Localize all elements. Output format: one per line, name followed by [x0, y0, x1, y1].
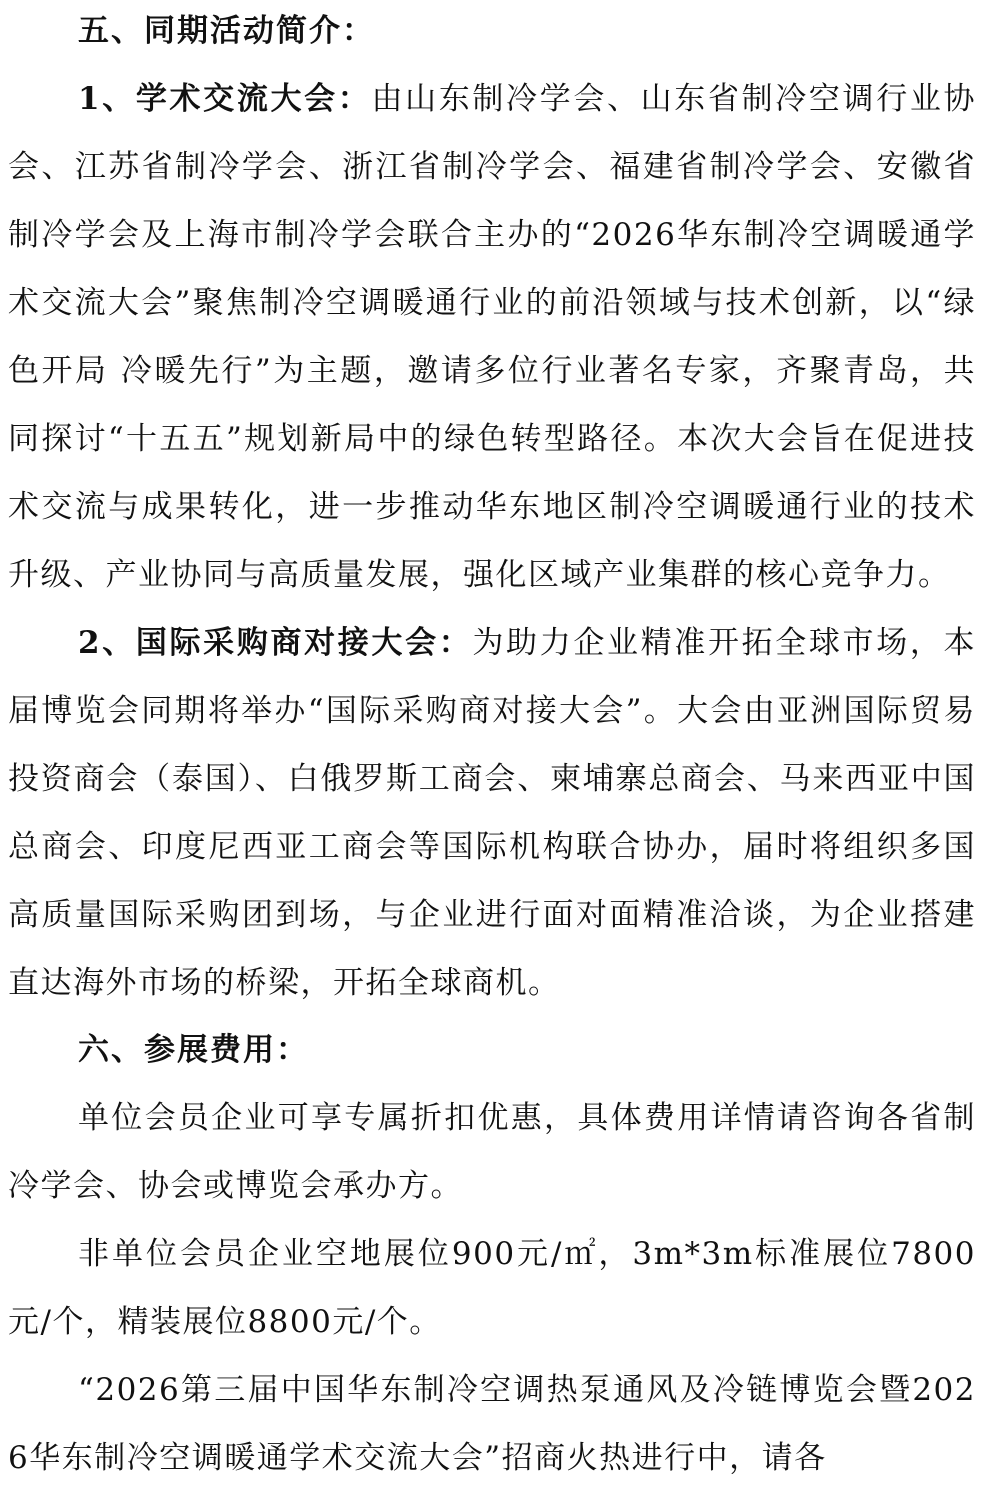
- paragraph-academic-conference: [8, 65, 976, 609]
- paragraph-closing: “2026第三届中国华东制冷空调热泵通风及冷链博览会暨2026华东制冷空调暖通学术交流大会”招商火热进行中，请各: [8, 1372, 976, 1476]
- paragraph-member-fees: 单位会员企业可享专属折扣优惠，具体费用详情请咨询各省制冷学会、协会或博览会承办方。: [8, 1100, 976, 1204]
- section-heading-fees: 六、参展费用：: [78, 1032, 309, 1068]
- item-number: 1、: [78, 81, 136, 117]
- paragraph-nonmember-fees: 非单位会员企业空地展位900元/㎡，3m*3m标准展位7800元/个，精装展位8800元/个。: [8, 1236, 976, 1340]
- item-title-buyer-matchmaking: 国际采购商对接大会：: [135, 625, 473, 661]
- section-heading-activities: 五、同期活动简介：: [78, 13, 375, 49]
- item-number: 2、: [78, 625, 136, 661]
- paragraph-buyer-matchmaking: [8, 609, 976, 1017]
- item-body-buyer-matchmaking: 为助力企业精准开拓全球市场，本届博览会同期将举办“国际采购商对接大会”。大会由亚洲国际贸易投资商会（泰国）、白俄罗斯工商会、柬埔寨总商会、马来西亚中国总商会、印度尼西亚工商会等国际机构联合协办，届时将组织多国高质量国际采购团到场，与企业进行面对面精准洽谈，为企业搭建直达海外市场的桥梁，开拓全球商机。: [8, 625, 977, 1001]
- item-body-academic-conference: 由山东制冷学会、山东省制冷空调行业协会、江苏省制冷学会、浙江省制冷学会、福建省制冷学会、安徽省制冷学会及上海市制冷学会联合主办的“2026华东制冷空调暖通学术交流大会”聚焦制冷空调暖通行业的前沿领域与技术创新，以“绿色开局 冷暖先行”为主题，邀请多位行业著名专家，齐聚青岛，共同探讨“十五五”规划新局中的绿色转型路径。本次大会旨在促进技术交流与成果转化，进一步推动华东地区制冷空调暖通行业的技术升级、产业协同与高质量发展，强化区域产业集群的核心竞争力。: [8, 81, 976, 593]
- item-title-academic-conference: 学术交流大会：: [135, 81, 372, 117]
